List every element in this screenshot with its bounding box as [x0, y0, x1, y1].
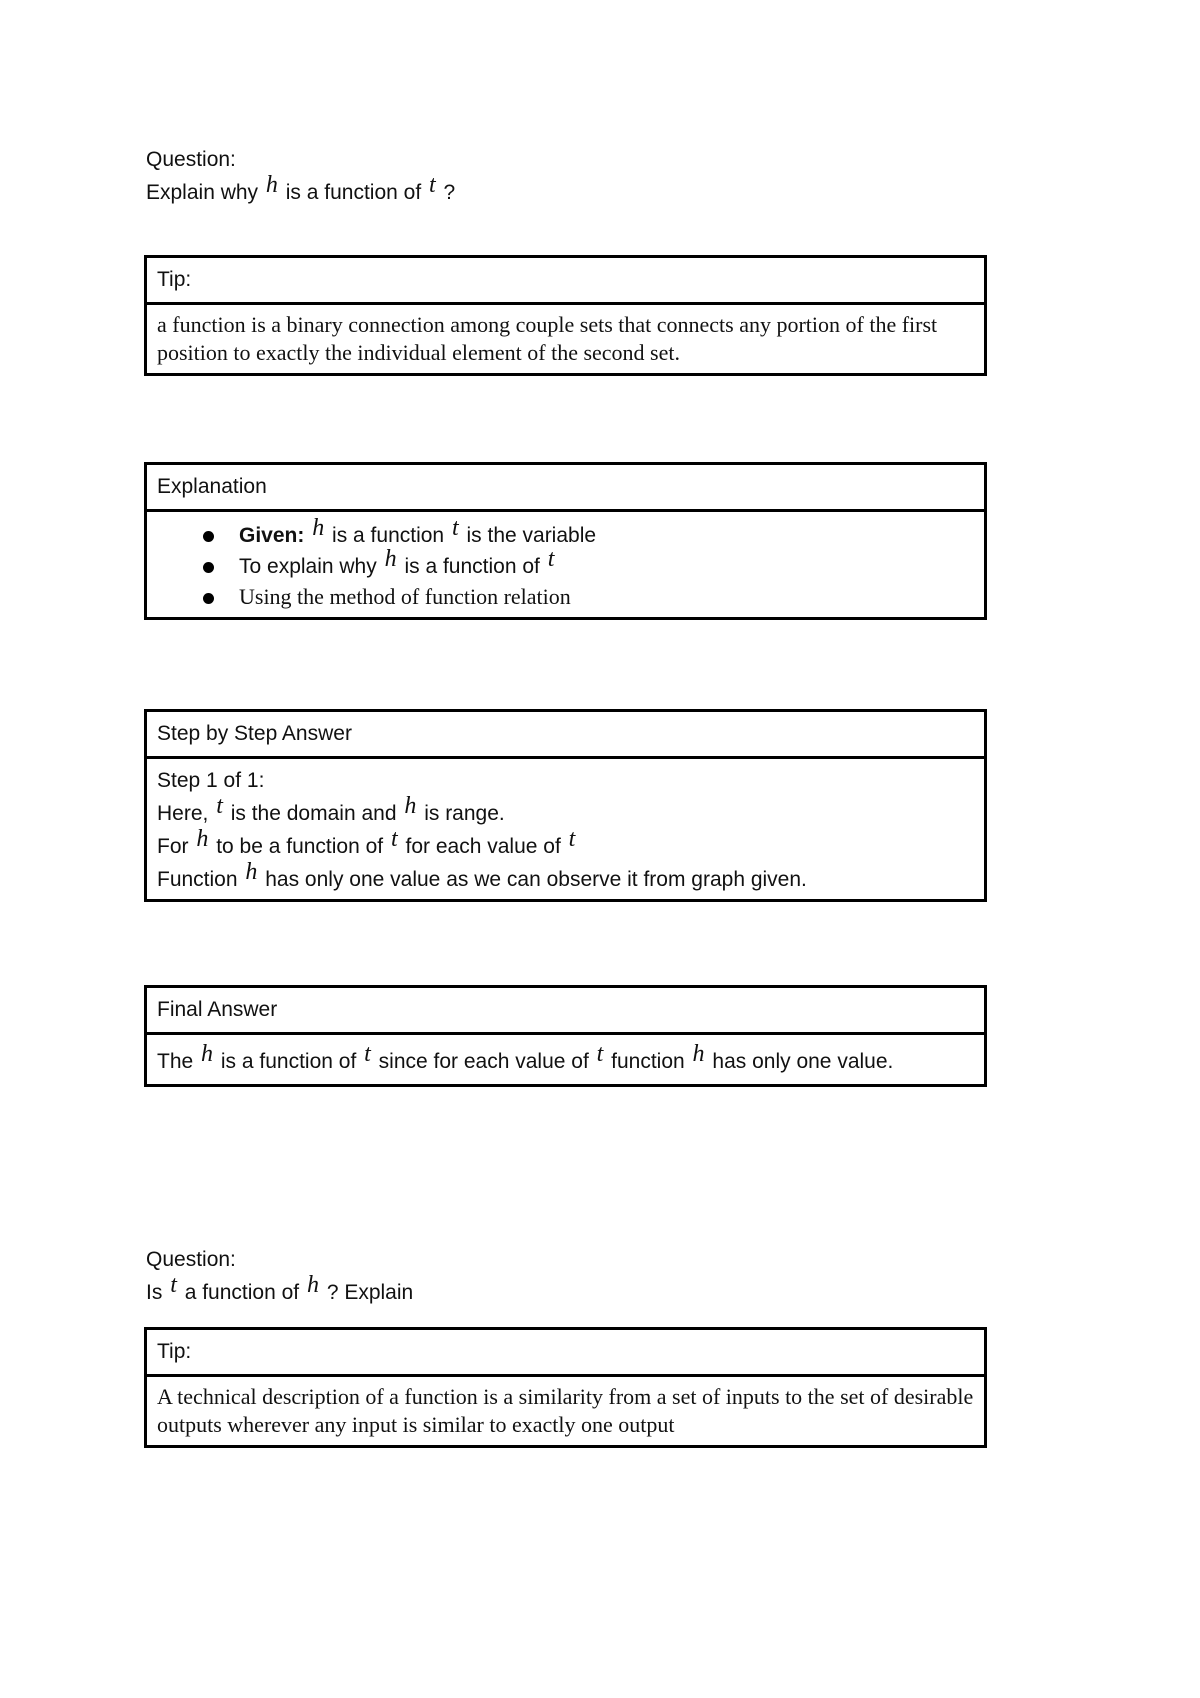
- variable-h: h: [306, 1272, 319, 1298]
- step-text: Here,: [157, 802, 209, 825]
- step-text: For: [157, 835, 189, 858]
- explanation-body: [147, 512, 984, 617]
- step-line-condition: [157, 826, 974, 863]
- variable-t: t: [568, 826, 576, 852]
- variable-h: h: [196, 826, 209, 852]
- variable-h: h: [312, 515, 325, 541]
- method-text: Using the method of function relation: [239, 584, 571, 609]
- explanation-box: [144, 462, 987, 620]
- step-line-result: [157, 859, 974, 896]
- tip-box-2-header: Tip:: [147, 1330, 984, 1377]
- variable-t: t: [391, 826, 398, 852]
- variable-t: t: [547, 546, 555, 572]
- question-1-text: [146, 172, 456, 209]
- explain-text-a: To explain why: [239, 555, 377, 578]
- variable-t: t: [596, 1041, 604, 1067]
- final-text: The: [157, 1050, 194, 1073]
- final-text: function: [611, 1050, 685, 1073]
- step-text: to be a function of: [216, 835, 384, 858]
- explain-text-b: is a function of: [404, 555, 540, 578]
- step-line-domain: [157, 793, 974, 830]
- step-text: is the domain and: [230, 802, 397, 825]
- final-text: has only one value.: [712, 1050, 894, 1073]
- question-2-text-a: Is: [146, 1281, 163, 1304]
- step-text: is range.: [424, 802, 505, 825]
- tip-box-1: [144, 255, 987, 376]
- variable-h: h: [245, 859, 258, 885]
- variable-h: h: [201, 1041, 214, 1067]
- variable-t: t: [429, 172, 436, 198]
- question-2: [146, 1244, 413, 1309]
- step-answer-header: Step by Step Answer: [147, 712, 984, 759]
- list-item: [197, 546, 974, 582]
- variable-h: h: [265, 172, 278, 198]
- explanation-list: [157, 515, 974, 611]
- step-answer-box: [144, 709, 987, 902]
- list-item: [197, 582, 974, 611]
- step-text: for each value of: [405, 835, 561, 858]
- explanation-header: Explanation: [147, 465, 984, 512]
- given-text-a: is a function: [332, 524, 445, 547]
- question-1-text-a: Explain why: [146, 181, 259, 204]
- tip-box-1-header: Tip:: [147, 258, 984, 305]
- step-answer-body: [147, 759, 984, 899]
- final-answer-box: [144, 985, 987, 1087]
- variable-h: h: [384, 546, 397, 572]
- given-label: Given:: [239, 524, 305, 547]
- question-2-text: [146, 1272, 414, 1309]
- final-text: is a function of: [220, 1050, 357, 1073]
- question-2-text-b: a function of: [184, 1281, 300, 1304]
- final-text: since for each value of: [378, 1050, 589, 1073]
- final-answer-header: Final Answer: [147, 988, 984, 1035]
- final-answer-body: [147, 1035, 984, 1084]
- tip-box-2-body: A technical description of a function is a similarity from a set of inputs to the set of desirable outputs wherever any input is similar to exactly one output: [157, 1384, 974, 1437]
- step-text: Function: [157, 868, 238, 891]
- variable-t: t: [451, 515, 459, 541]
- question-2-text-c: ? Explain: [326, 1281, 414, 1304]
- question-1-label: Question:: [146, 148, 236, 171]
- question-2-label: Question:: [146, 1248, 236, 1271]
- variable-t: t: [216, 793, 223, 819]
- step-text: has only one value as we can observe it from graph given.: [265, 868, 807, 891]
- variable-t: t: [364, 1041, 371, 1067]
- question-1-text-b: is a function of: [285, 181, 422, 204]
- tip-box-1-body: a function is a binary connection among couple sets that connects any portion of the first position to exactly the individual element of the second set.: [157, 312, 938, 365]
- tip-box-2: [144, 1327, 987, 1448]
- variable-t: t: [170, 1272, 177, 1298]
- list-item: [197, 515, 974, 551]
- step-label: Step 1 of 1:: [157, 769, 265, 792]
- question-1-text-c: ?: [443, 181, 456, 204]
- given-text-b: is the variable: [466, 524, 597, 547]
- variable-h: h: [404, 793, 417, 819]
- variable-h: h: [692, 1041, 705, 1067]
- question-1: [146, 144, 455, 209]
